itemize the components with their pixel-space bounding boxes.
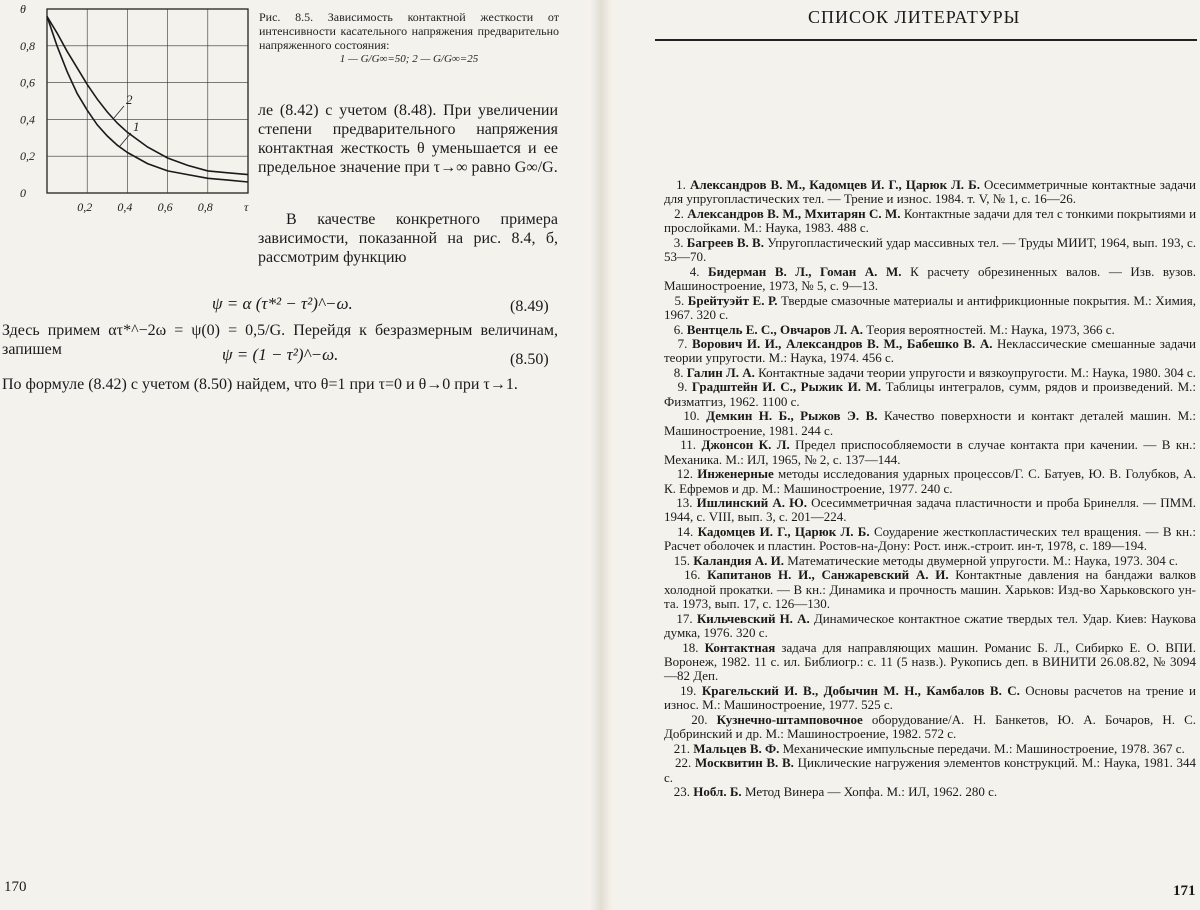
figure-caption-text: Рис. 8.5. Зависимость контактной жесткости от интенсивности касательного напряжения предварительно напряженного состояния: — [259, 10, 559, 52]
reference-item: 3. Багреев В. В. Упругопластический удар массивных тел. — Труды МИИТ, 1964, вып. 193, с. 53—70. — [664, 234, 1197, 265]
figure-8-5 — [0, 0, 262, 232]
reference-item: 4. Бидерман В. Л., Гоман А. М. К расчету обрезиненных валов. — Изв. вузов. Машиностроение, 1973, № 5, с. 9—13. — [664, 263, 1197, 294]
x-tick-label: 0,8 — [197, 200, 213, 214]
paragraph-1: ле (8.42) с учетом (8.48). При увеличении степени предварительного напряжения контактная жесткость θ уменьшается и ее предельное значение при τ→∞ равно G∞/G. — [258, 102, 558, 176]
reference-item: 15. Каландия А. И. Математические методы двумерной упругости. М.: Наука, 1973. 304 с. — [673, 552, 1178, 568]
curve-label-1: 1 — [133, 119, 140, 134]
figure-caption — [259, 10, 559, 66]
reference-item: 14. Кадомцев И. Г., Царюк Л. Б. Соударение жесткопластических тел вращения. — В кн.: Расчет оболочек и пластин. Ростов-на-Дону: Рост. инж.-строит. ин-т, 1978, с. 189—194. — [664, 523, 1197, 554]
equation-number-8-49: (8.49) — [510, 298, 549, 315]
y-tick-label: 0,8 — [20, 38, 35, 53]
reference-item: 20. Кузнечно-штамповочное оборудование/А. Н. Банкетов, Ю. А. Бочаров, Н. С. Добринский и др. М.: Машиностроение, 1982. 572 с. — [664, 711, 1197, 742]
figure-caption-legend: 1 — G/G∞=50; 2 — G/G∞=25 — [339, 53, 479, 65]
reference-item: 23. Нобл. Б. Метод Винера — Хопфа. М.: ИЛ, 1962. 280 с. — [673, 784, 998, 800]
reference-item: 2. Александров В. М., Мхитарян С. М. Контактные задачи для тел с тонкими покрытиями и прослойками. М.: Наука, 1983. 488 с. — [664, 205, 1197, 236]
y-tick-label: 0,4 — [20, 112, 35, 127]
y-tick-label: 0,2 — [20, 149, 35, 164]
page-number-left: 170 — [4, 879, 27, 895]
y-tick-label: 0 — [20, 186, 26, 200]
y-tick-label: θ — [20, 2, 26, 16]
series-line-2 — [47, 16, 248, 174]
equation-8-49: ψ = α (τ*² − τ²)^−ω. — [212, 294, 353, 313]
reference-item: 22. Москвитин В. В. Циклические нагружения элементов конструкций. М.: Наука, 1981. 344 с. — [664, 755, 1197, 785]
reference-item: 17. Кильчевский Н. А. Динамическое контактное сжатие твердых тел. Удар. Киев: Наукова думка, 1976. 320 с. — [664, 610, 1197, 641]
book-gutter — [590, 0, 612, 910]
plot-frame — [47, 9, 248, 193]
paragraph-4: По формуле (8.42) с учетом (8.50) найдем, что θ=1 при τ=0 и θ→0 при τ→1. — [2, 376, 518, 393]
series-line-1 — [47, 16, 248, 182]
x-tick-label: τ — [244, 200, 249, 214]
paragraph-3: Здесь примем ατ*^−2ω = ψ(0) = 0,5/G. Перейдя к безразмерным величинам, запишем — [2, 322, 558, 358]
x-tick-label: 0,2 — [77, 200, 93, 214]
curve-label-2: 2 — [126, 92, 133, 107]
reference-item: 1. Александров В. М., Кадомцев И. Г., Царюк Л. Б. Осесимметричные контактные задачи для упругопластических тел. — Трение и износ. 1984. т. V, № 1, с. 16—26. — [664, 177, 1197, 207]
page-number-right: 171 — [1173, 883, 1196, 899]
contact-stiffness-chart — [0, 0, 262, 232]
reference-item: 12. Инженерные методы исследования ударных процессов/Г. С. Батуев, Ю. В. Голубков, А. К. Ефремов и др. М.: Машиностроение, 1977. 240 с. — [664, 466, 1197, 496]
equation-number-8-50: (8.50) — [510, 351, 549, 368]
references-list — [664, 178, 1196, 799]
reference-item: 19. Крагельский И. В., Добычин М. Н., Камбалов В. С. Основы расчетов на трение и износ. М.: Машиностроение, 1977. 525 с. — [664, 682, 1196, 713]
reference-item: 7. Ворович И. И., Александров В. М., Бабешко В. А. Неклассические смешанные задачи теории упругости. М.: Наука, 1974. 456 с. — [664, 335, 1197, 366]
paragraph-2: В качестве конкретного примера зависимости, показанной на рис. 8.4, б, рассмотрим функцию — [258, 211, 558, 266]
reference-item: 18. Контактная задача для направляющих машин. Романис Б. Л., Сибирко Е. О. ВПИ. Воронеж, 1982. 11 с. ил. Библиогр.: с. 11 (5 назв.). Рукопись деп. в ВИНИТИ 26.08.82, № 3094—82 Деп. — [664, 639, 1197, 684]
x-tick-label: 0,6 — [157, 200, 173, 214]
reference-item: 16. Капитанов Н. И., Санжаревский А. И. Контактные давления на бандажи валков холодной прокатки. — В кн.: Динамика и прочность машин. Харьков: Изд-во Харьковского ун-та. 1973, вып. 17, с. 126—130. — [664, 567, 1196, 612]
title-rule — [655, 39, 1197, 41]
reference-item: 10. Демкин Н. Б., Рыжов Э. В. Качество поверхности и контакт деталей машин. М.: Машиностроение, 1981. 244 с. — [664, 408, 1196, 438]
y-tick-label: 0,6 — [20, 75, 35, 90]
reference-item: 9. Градштейн И. С., Рыжик И. М. Таблицы интегралов, сумм, рядов и произведений. М.: Физматгиз, 1962. 1100 с. — [664, 379, 1197, 409]
reference-item: 13. Ишлинский А. Ю. Осесимметричная задача пластичности и проба Бринелля. — ПММ. 1944, с. VIII, вып. 3, с. 201—224. — [664, 494, 1197, 525]
reference-item: 11. Джонсон К. Л. Предел приспособляемости в случае контакта при качении. — В кн.: Механика. М.: ИЛ, 1965, № 2, с. 137—144. — [664, 437, 1196, 467]
references-title: СПИСОК ЛИТЕРАТУРЫ — [808, 7, 1021, 27]
reference-item: 6. Вентцель Е. С., Овчаров Л. А. Теория вероятностей. М.: Наука, 1973, 366 с. — [673, 321, 1115, 337]
equation-8-50: ψ = (1 − τ²)^−ω. — [222, 345, 339, 364]
curve-label-1-leader — [120, 133, 131, 146]
left-page — [0, 0, 590, 910]
curve-label-2-leader — [114, 106, 124, 118]
x-tick-label: 0,4 — [117, 200, 133, 214]
reference-item: 21. Мальцев В. Ф. Механические импульсные передачи. М.: Машиностроение, 1978. 367 с. — [673, 740, 1185, 756]
reference-item: 5. Брейтуэйт Е. Р. Твердые смазочные материалы и антифрикционные покрытия. М.: Химия, 1967. 320 с. — [664, 292, 1196, 323]
reference-item: 8. Галин Л. А. Контактные задачи теории упругости и вязкоупругости. М.: Наука, 1980. 304 с. — [673, 364, 1196, 380]
